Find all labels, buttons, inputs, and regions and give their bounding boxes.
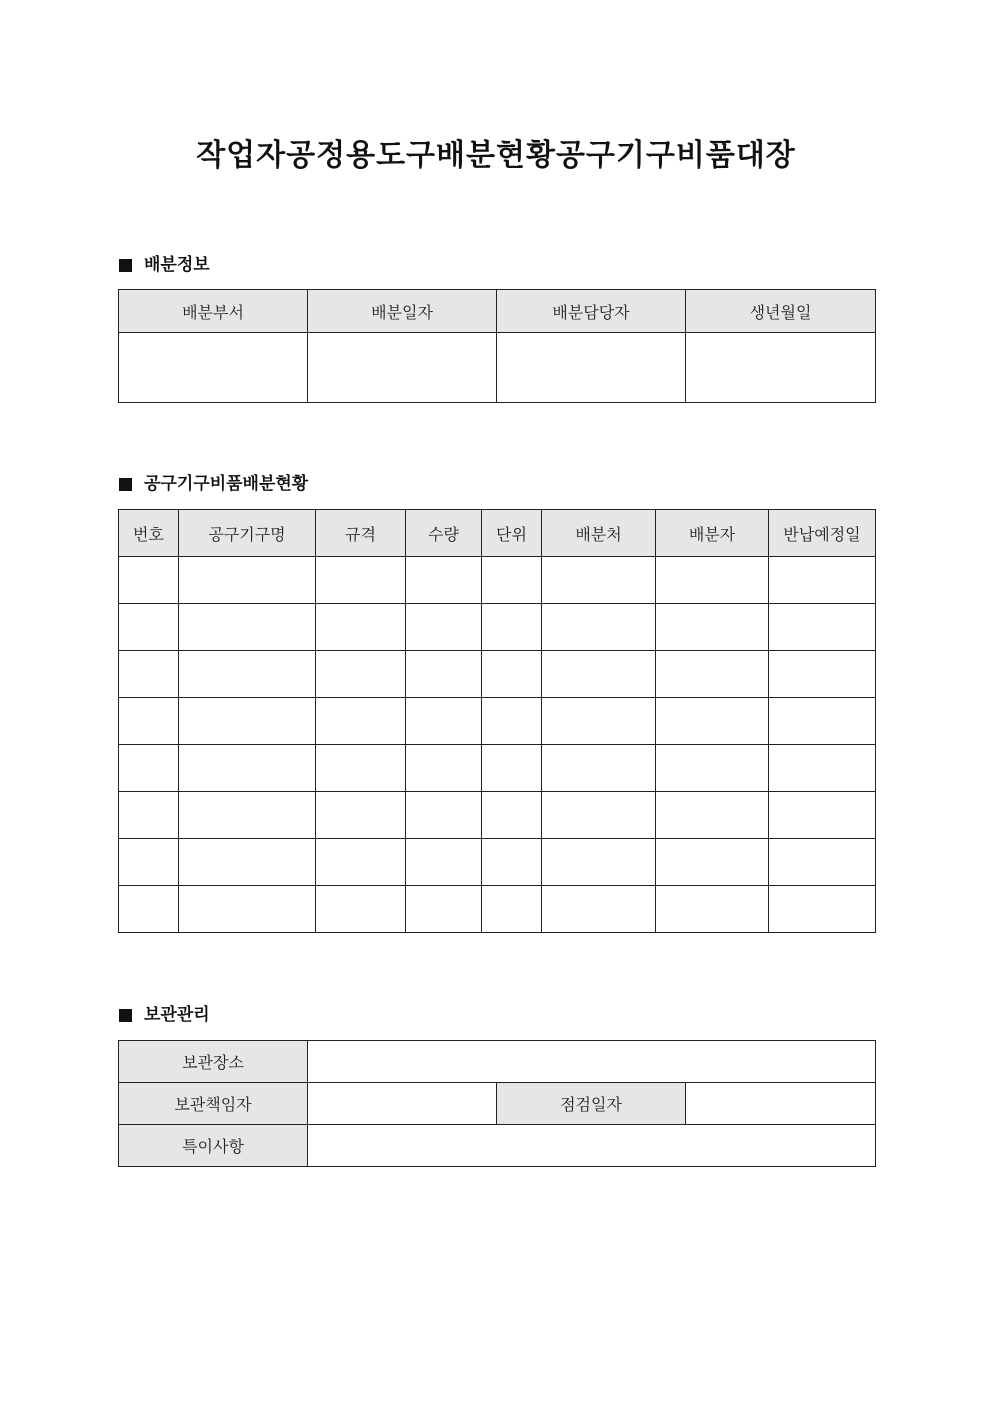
table-input-cell[interactable] xyxy=(406,745,482,792)
table-input-cell[interactable] xyxy=(316,792,406,839)
info-table xyxy=(118,289,876,403)
distribution-table xyxy=(118,509,876,933)
input-cell-notes[interactable] xyxy=(308,1125,876,1167)
section-heading-distribution xyxy=(119,473,308,495)
table-input-cell[interactable] xyxy=(119,745,179,792)
table-input-cell[interactable] xyxy=(316,557,406,604)
table-input-cell[interactable] xyxy=(179,839,316,886)
table-input-cell[interactable] xyxy=(119,839,179,886)
table-row xyxy=(119,651,876,698)
table-input-cell[interactable] xyxy=(656,557,769,604)
section-heading-storage-text: 보관관리 xyxy=(144,1005,210,1025)
table-input-cell[interactable] xyxy=(316,604,406,651)
square-bullet-icon xyxy=(119,478,132,491)
table-input-cell[interactable] xyxy=(656,745,769,792)
table-row xyxy=(119,886,876,933)
header-cell-quantity: 수량 xyxy=(406,510,482,557)
table-input-cell[interactable] xyxy=(769,792,876,839)
label-cell-manager: 보관책임자 xyxy=(119,1083,308,1125)
label-cell-notes: 특이사항 xyxy=(119,1125,308,1167)
header-cell-destination: 배분처 xyxy=(542,510,656,557)
label-cell-location: 보관장소 xyxy=(119,1041,308,1083)
table-input-cell[interactable] xyxy=(542,839,656,886)
table-input-cell[interactable] xyxy=(482,557,542,604)
section-heading-storage xyxy=(119,1004,210,1026)
table-input-cell[interactable] xyxy=(406,604,482,651)
table-row xyxy=(119,604,876,651)
square-bullet-icon xyxy=(119,1009,132,1022)
table-row xyxy=(119,698,876,745)
section-heading-info xyxy=(119,254,210,276)
table-input-cell[interactable] xyxy=(656,698,769,745)
table-input-cell[interactable] xyxy=(769,839,876,886)
input-cell-date[interactable] xyxy=(308,333,497,403)
table-input-cell[interactable] xyxy=(119,698,179,745)
input-cell-location[interactable] xyxy=(308,1041,876,1083)
table-input-cell[interactable] xyxy=(482,745,542,792)
table-input-cell[interactable] xyxy=(316,698,406,745)
square-bullet-icon xyxy=(119,259,132,272)
table-input-cell[interactable] xyxy=(406,698,482,745)
distribution-rows xyxy=(119,557,876,933)
table-input-cell[interactable] xyxy=(482,604,542,651)
table-row xyxy=(119,792,876,839)
table-row xyxy=(119,745,876,792)
table-row xyxy=(119,839,876,886)
table-input-cell[interactable] xyxy=(482,839,542,886)
table-input-cell[interactable] xyxy=(316,745,406,792)
table-input-cell[interactable] xyxy=(179,792,316,839)
document-title: 작업자공정용도구배분현황공구기구비품대장 xyxy=(196,138,796,173)
table-input-cell[interactable] xyxy=(482,698,542,745)
header-cell-unit: 단위 xyxy=(482,510,542,557)
section-heading-info-text: 배분정보 xyxy=(144,255,210,275)
table-input-cell[interactable] xyxy=(542,604,656,651)
table-input-cell[interactable] xyxy=(656,839,769,886)
table-input-cell[interactable] xyxy=(316,886,406,933)
header-cell-department: 배분부서 xyxy=(119,290,308,333)
input-cell-manager[interactable] xyxy=(308,1083,497,1125)
table-input-cell[interactable] xyxy=(406,651,482,698)
table-input-cell[interactable] xyxy=(769,651,876,698)
input-cell-inspection-date[interactable] xyxy=(686,1083,876,1125)
table-input-cell[interactable] xyxy=(482,651,542,698)
table-input-cell[interactable] xyxy=(179,886,316,933)
input-cell-department[interactable] xyxy=(119,333,308,403)
table-input-cell[interactable] xyxy=(119,651,179,698)
table-input-cell[interactable] xyxy=(406,839,482,886)
storage-table xyxy=(118,1040,876,1167)
header-cell-number: 번호 xyxy=(119,510,179,557)
table-input-cell[interactable] xyxy=(119,557,179,604)
label-cell-inspection-date: 점검일자 xyxy=(497,1083,686,1125)
table-input-cell[interactable] xyxy=(406,886,482,933)
header-cell-person: 배분담당자 xyxy=(497,290,686,333)
table-input-cell[interactable] xyxy=(179,604,316,651)
table-input-cell[interactable] xyxy=(542,792,656,839)
header-cell-date: 배분일자 xyxy=(308,290,497,333)
table-input-cell[interactable] xyxy=(542,698,656,745)
table-input-cell[interactable] xyxy=(769,557,876,604)
table-input-cell[interactable] xyxy=(179,745,316,792)
table-input-cell[interactable] xyxy=(406,557,482,604)
header-cell-distributor: 배분자 xyxy=(656,510,769,557)
header-cell-spec: 규격 xyxy=(316,510,406,557)
input-cell-person[interactable] xyxy=(497,333,686,403)
table-input-cell[interactable] xyxy=(656,792,769,839)
table-input-cell[interactable] xyxy=(119,604,179,651)
header-cell-return-date: 반납예정일 xyxy=(769,510,876,557)
table-input-cell[interactable] xyxy=(542,886,656,933)
table-input-cell[interactable] xyxy=(482,886,542,933)
table-row xyxy=(119,557,876,604)
table-input-cell[interactable] xyxy=(482,792,542,839)
header-cell-tool-name: 공구기구명 xyxy=(179,510,316,557)
table-input-cell[interactable] xyxy=(769,745,876,792)
section-heading-distribution-text: 공구기구비품배분현황 xyxy=(144,474,309,494)
table-input-cell[interactable] xyxy=(542,745,656,792)
table-input-cell[interactable] xyxy=(656,651,769,698)
header-cell-birthdate: 생년월일 xyxy=(686,290,876,333)
table-input-cell[interactable] xyxy=(542,557,656,604)
table-input-cell[interactable] xyxy=(542,651,656,698)
input-cell-birthdate[interactable] xyxy=(686,333,876,403)
table-input-cell[interactable] xyxy=(179,651,316,698)
table-input-cell[interactable] xyxy=(769,698,876,745)
table-input-cell[interactable] xyxy=(656,604,769,651)
table-input-cell[interactable] xyxy=(119,886,179,933)
table-input-cell[interactable] xyxy=(769,604,876,651)
table-input-cell[interactable] xyxy=(406,792,482,839)
table-input-cell[interactable] xyxy=(316,839,406,886)
table-input-cell[interactable] xyxy=(179,557,316,604)
table-input-cell[interactable] xyxy=(656,886,769,933)
table-input-cell[interactable] xyxy=(316,651,406,698)
table-input-cell[interactable] xyxy=(769,886,876,933)
table-input-cell[interactable] xyxy=(119,792,179,839)
table-input-cell[interactable] xyxy=(179,698,316,745)
